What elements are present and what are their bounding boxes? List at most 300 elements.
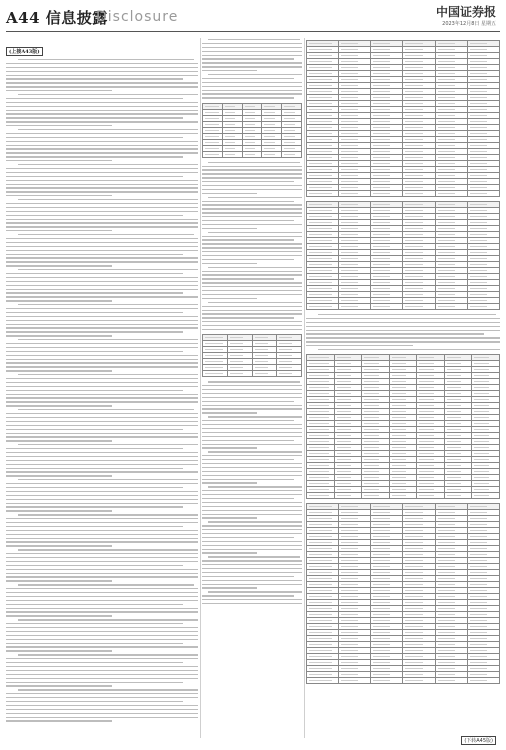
text-line [208, 591, 302, 592]
text-line [6, 433, 198, 434]
text-line [202, 298, 257, 299]
text-line [6, 257, 198, 258]
text-line [6, 658, 198, 659]
text-line [306, 322, 500, 323]
text-line [6, 701, 183, 702]
table-cell [403, 304, 435, 310]
text-line [18, 689, 198, 690]
table-cell [262, 151, 282, 157]
text-line [202, 541, 302, 542]
text-line [202, 294, 302, 295]
text-line [6, 347, 198, 348]
text-line [306, 345, 413, 346]
text-line [202, 428, 302, 429]
financial-table [306, 354, 500, 499]
text-line [6, 331, 183, 332]
text-line [18, 584, 195, 585]
text-line [6, 460, 198, 461]
table-cell [467, 304, 499, 310]
text-line [6, 71, 198, 72]
continued-from-label: (上接A43版) [6, 47, 43, 56]
text-line [202, 166, 302, 167]
text-line [202, 286, 302, 287]
text-line [18, 654, 198, 655]
text-line [202, 490, 302, 491]
text-column-2 [202, 38, 302, 738]
table-cell [417, 493, 445, 499]
text-line [18, 59, 195, 60]
text-line [6, 222, 198, 223]
text-line [202, 181, 294, 182]
text-line [208, 302, 302, 303]
text-line [6, 506, 183, 507]
text-line [6, 534, 198, 535]
text-line [202, 208, 302, 209]
text-line [18, 199, 198, 200]
text-line [6, 541, 198, 542]
table-cell [307, 678, 339, 684]
text-line [6, 184, 198, 185]
text-line [6, 327, 198, 328]
table-cell [467, 678, 499, 684]
text-line [6, 254, 183, 255]
text-line [18, 619, 198, 620]
table-cell [403, 678, 435, 684]
text-line [202, 193, 257, 194]
text-line [202, 517, 257, 518]
text-line [202, 236, 302, 237]
text-line [202, 321, 302, 322]
text-line [6, 421, 198, 422]
text-line [202, 502, 302, 503]
text-line [6, 370, 112, 371]
text-line [202, 603, 302, 604]
paragraph-block [202, 381, 302, 604]
column-divider [200, 38, 201, 738]
text-line [6, 145, 198, 146]
page-header [0, 0, 506, 34]
table-cell [339, 304, 371, 310]
text-line [202, 189, 302, 190]
text-line [6, 82, 198, 83]
text-line [208, 162, 300, 163]
text-line [6, 643, 183, 644]
text-line [208, 74, 302, 75]
text-line [6, 378, 198, 379]
paragraph-block [202, 39, 302, 99]
text-line [6, 397, 198, 398]
text-line [6, 495, 198, 496]
text-line [202, 564, 302, 565]
text-line [202, 62, 302, 63]
text-line [202, 47, 302, 48]
text-line [6, 242, 198, 243]
text-line [202, 389, 302, 390]
text-line [6, 366, 198, 367]
text-line [18, 339, 198, 340]
text-line [6, 106, 198, 107]
table-row [307, 304, 500, 310]
text-line [6, 152, 198, 153]
text-line [6, 615, 112, 616]
text-line [6, 627, 198, 628]
text-line [208, 416, 302, 417]
text-line [202, 86, 302, 87]
text-line [6, 382, 198, 383]
text-line [6, 503, 198, 504]
text-line [6, 359, 198, 360]
text-line [6, 160, 112, 161]
text-line [6, 464, 198, 465]
text-line [6, 102, 198, 103]
table-column-3 [306, 38, 500, 738]
text-line [202, 282, 302, 283]
paragraph-block [202, 162, 302, 331]
text-line [6, 191, 198, 192]
text-line [6, 468, 183, 469]
text-line [202, 263, 257, 264]
table-row [203, 151, 302, 157]
text-line [6, 557, 198, 558]
text-line [6, 499, 198, 500]
text-line [6, 573, 198, 574]
text-line [6, 211, 198, 212]
text-line [6, 351, 183, 352]
table-cell [444, 493, 472, 499]
text-line [6, 487, 183, 488]
text-line [202, 66, 302, 67]
text-line [6, 125, 112, 126]
text-line [6, 596, 198, 597]
text-line [202, 177, 302, 178]
table-cell [307, 304, 339, 310]
text-line [6, 250, 198, 251]
text-line [6, 650, 112, 651]
text-line [6, 98, 183, 99]
text-line [202, 82, 302, 83]
text-line [6, 335, 112, 336]
header-rule [6, 31, 500, 32]
table-cell [339, 191, 371, 197]
text-line [202, 271, 302, 272]
text-line [202, 498, 294, 499]
text-line [6, 483, 198, 484]
text-line [202, 412, 257, 413]
text-line [6, 697, 198, 698]
text-line [202, 255, 302, 256]
table-cell [435, 304, 467, 310]
text-line [6, 285, 198, 286]
table-row [307, 678, 500, 684]
text-line [208, 267, 302, 268]
text-line [6, 355, 198, 356]
text-line [202, 514, 302, 515]
text-line [202, 525, 302, 526]
text-line [6, 168, 198, 169]
text-line [318, 314, 496, 315]
text-line [6, 569, 198, 570]
text-line [6, 611, 198, 612]
text-line [6, 588, 198, 589]
text-line [6, 576, 198, 577]
text-line [306, 333, 484, 334]
table-row [203, 371, 302, 377]
text-line [306, 318, 500, 319]
text-line [202, 599, 302, 600]
text-line [6, 553, 198, 554]
table-cell [435, 678, 467, 684]
table-cell [282, 151, 302, 157]
text-line [6, 207, 198, 208]
text-line [6, 226, 198, 227]
text-line [6, 666, 198, 667]
text-line [202, 436, 302, 437]
text-line [18, 514, 198, 515]
text-line [6, 230, 112, 231]
text-line [202, 545, 302, 546]
text-line [6, 86, 198, 87]
text-line [6, 717, 198, 718]
text-line [6, 324, 198, 325]
text-line [18, 129, 198, 130]
table-row [307, 191, 500, 197]
text-line [202, 216, 302, 217]
text-line [6, 693, 198, 694]
text-line [6, 148, 198, 149]
text-line [6, 265, 112, 266]
text-line [202, 440, 294, 441]
text-line [6, 709, 198, 710]
table-cell [307, 493, 335, 499]
text-line [6, 281, 198, 282]
text-line [6, 705, 198, 706]
text-line [6, 682, 183, 683]
text-line [6, 623, 183, 624]
data-table [202, 103, 302, 158]
text-line [6, 592, 198, 593]
text-line [6, 195, 112, 196]
text-line [18, 444, 198, 445]
table-cell [242, 151, 262, 157]
text-line [202, 224, 302, 225]
text-line [202, 393, 302, 394]
paragraph-block [6, 59, 198, 722]
text-line [202, 420, 294, 421]
text-line [202, 471, 302, 472]
text-line [202, 97, 294, 98]
text-line [202, 475, 302, 476]
text-line [6, 343, 198, 344]
table-cell [252, 371, 277, 377]
text-line [6, 510, 112, 511]
text-line [6, 425, 198, 426]
table-cell [371, 304, 403, 310]
text-line [18, 164, 198, 165]
text-line [6, 386, 198, 387]
newspaper-masthead: 中国证券报 [435, 5, 496, 19]
text-line [202, 78, 294, 79]
text-line [208, 451, 302, 452]
text-line [202, 444, 302, 445]
text-line [6, 720, 112, 721]
text-line [6, 646, 198, 647]
page-code: A44 信息披露 [6, 9, 108, 27]
text-line [208, 486, 302, 487]
text-line [6, 320, 198, 321]
text-line [202, 317, 294, 318]
text-line [6, 429, 183, 430]
text-line [202, 537, 294, 538]
text-line [6, 180, 198, 181]
text-line [6, 273, 183, 274]
text-line [202, 459, 294, 460]
table-cell [371, 678, 403, 684]
table-cell [307, 191, 339, 197]
text-line [6, 67, 198, 68]
text-line [6, 491, 198, 492]
text-line [6, 608, 198, 609]
text-line [202, 239, 294, 240]
text-line [6, 113, 198, 114]
table-cell [467, 191, 499, 197]
text-line [18, 234, 195, 235]
text-line [202, 408, 302, 409]
text-line [202, 494, 302, 495]
text-line [6, 685, 112, 686]
text-line [6, 475, 112, 476]
text-line [6, 133, 198, 134]
text-line [202, 306, 302, 307]
text-line [208, 521, 302, 522]
text-line [6, 394, 198, 395]
text-line [202, 93, 302, 94]
text-line [6, 246, 198, 247]
table-cell [222, 151, 242, 157]
text-line [202, 278, 294, 279]
text-line [208, 39, 300, 40]
text-line [202, 259, 294, 260]
text-line [202, 595, 294, 596]
text-line [202, 220, 294, 221]
text-line [202, 401, 294, 402]
text-line [6, 219, 198, 220]
text-line [202, 243, 302, 244]
text-line [202, 58, 294, 59]
text-line [6, 90, 112, 91]
financial-table [306, 503, 500, 684]
text-line [6, 75, 198, 76]
table-cell [334, 493, 362, 499]
table-cell [472, 493, 500, 499]
text-line [6, 390, 183, 391]
table-cell [435, 191, 467, 197]
text-line [202, 204, 302, 205]
text-line [202, 584, 302, 585]
text-line [202, 447, 257, 448]
text-line [306, 341, 500, 342]
text-line [6, 522, 198, 523]
text-line [6, 215, 183, 216]
text-line [6, 440, 112, 441]
text-line [208, 197, 302, 198]
text-line [202, 405, 302, 406]
text-line [202, 580, 302, 581]
text-line [6, 405, 112, 406]
text-line [202, 274, 302, 275]
text-line [6, 580, 112, 581]
table-cell [389, 493, 417, 499]
text-line [6, 456, 198, 457]
text-line [6, 261, 198, 262]
text-line [6, 639, 198, 640]
text-line [18, 94, 198, 95]
text-line [6, 631, 198, 632]
text-line [202, 55, 302, 56]
text-line [6, 110, 198, 111]
text-line [6, 292, 183, 293]
text-line [6, 565, 183, 566]
text-line [202, 247, 302, 248]
text-line [202, 51, 302, 52]
text-line [6, 176, 183, 177]
text-line [202, 290, 302, 291]
text-line [202, 552, 257, 553]
text-line [202, 467, 302, 468]
text-line [202, 185, 302, 186]
table-cell [203, 151, 223, 157]
text-line [202, 533, 302, 534]
data-table [202, 334, 302, 377]
text-line [202, 90, 302, 91]
table-cell [371, 191, 403, 197]
text-line [202, 385, 302, 386]
text-line [18, 374, 198, 375]
text-line [202, 560, 302, 561]
text-line [208, 232, 302, 233]
text-line [6, 471, 198, 472]
text-line [6, 172, 198, 173]
text-line [6, 600, 198, 601]
text-line [202, 587, 257, 588]
text-line [202, 455, 302, 456]
text-line [6, 78, 183, 79]
table-cell [403, 191, 435, 197]
text-line [6, 436, 198, 437]
text-line [6, 308, 198, 309]
text-line [202, 432, 302, 433]
text-line [6, 203, 198, 204]
text-line [6, 604, 183, 605]
text-line [6, 413, 198, 414]
text-column-1 [6, 38, 198, 738]
text-line [6, 187, 198, 188]
text-line [6, 518, 198, 519]
text-line [6, 530, 198, 531]
text-line [6, 289, 198, 290]
text-line [6, 316, 198, 317]
text-line [6, 713, 198, 714]
text-line [6, 561, 198, 562]
column-divider [304, 38, 305, 738]
text-line [202, 463, 302, 464]
text-line [6, 417, 198, 418]
text-line [202, 310, 302, 311]
text-line [306, 326, 500, 327]
table-cell [203, 371, 228, 377]
text-line [202, 251, 302, 252]
financial-table [306, 201, 500, 310]
text-line [202, 482, 257, 483]
